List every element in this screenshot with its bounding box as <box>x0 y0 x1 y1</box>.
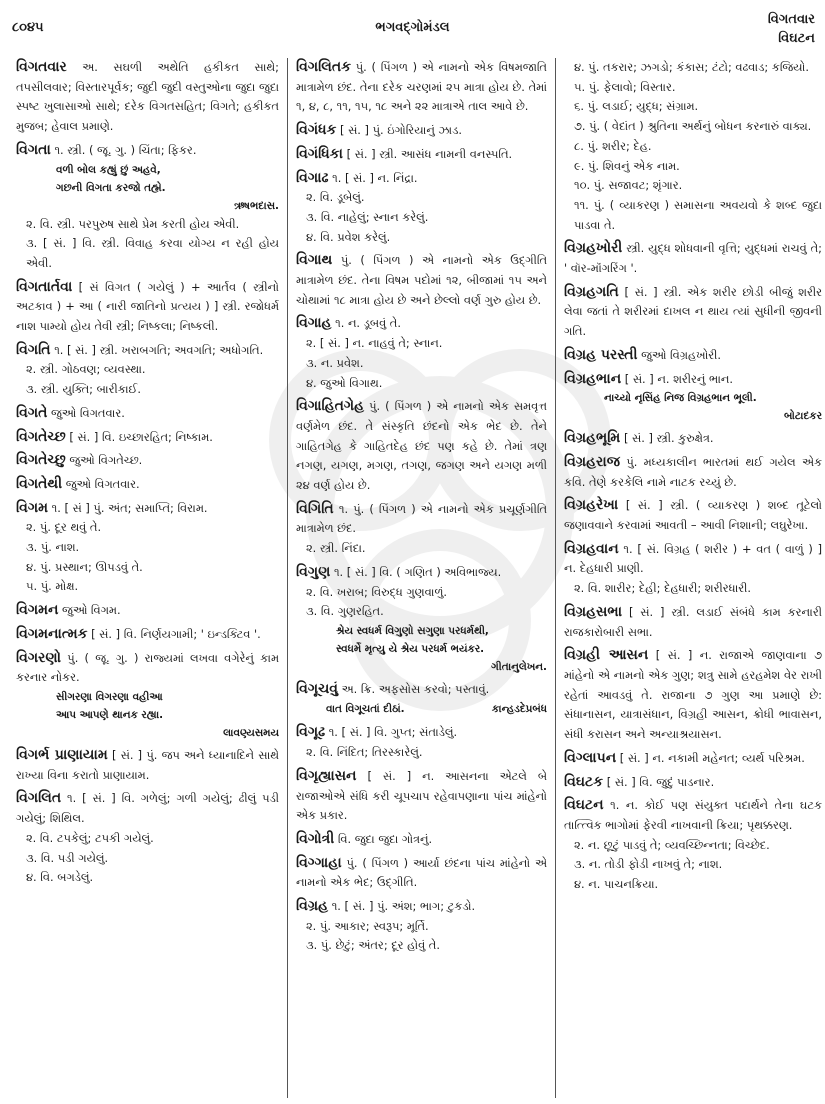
dictionary-entry <box>296 723 547 762</box>
sense-definition: ૫. પું. મોક્ષ. <box>26 579 79 594</box>
sense-definition: ૨. વિ. ટપકેલું; ટપકી ગયેલું. <box>26 830 154 845</box>
entry-head <box>16 625 279 645</box>
headword: વિગલિતક <box>296 59 352 75</box>
entry-head <box>16 451 279 471</box>
definition-text: પું. ( પિંગળ ) એ નામનો એક ઉદ્ગીતિ માત્રામેળ છંદ. તેના વિષમ પદોમાં ૧૨, બીજામાં ૧૫ અને ચોથામાં ૧૮ માત્રા હોય છે અને છેલ્લો વર્ણ ગુરુ હોય છે. <box>296 253 547 307</box>
guide-words <box>768 10 815 48</box>
sense-definition: ૨. સ્ત્રી. ગોઠવણ; વ્યવસ્થા. <box>26 362 146 377</box>
entry-head <box>16 649 279 688</box>
headword: વિગુણ <box>296 563 331 580</box>
dictionary-entry <box>296 897 547 956</box>
definition-text: [ સં. ] સ્ત્રી. લડાઈ સંબંધે કામ કરનારી રાજકારોબારી સભા. <box>564 604 822 639</box>
definition-text: પું. ( પિંગળ ) એ નામનો એક વિષમજાતિ માત્રામેળ છંદ. તેના દરેક ચરણમાં ૨૫ માત્રા હોય છે. તેમાં ૧, ૪, ૮, ૧૧, ૧૫, ૧૮ અને ૨૨ માત્રાએ તાલ આવે છે. <box>296 60 547 114</box>
definition-text: ૧. [ સં. ] વિ. ( ગણિત ) અવિભાજ્ય. <box>333 564 502 579</box>
headword: વિગતા <box>16 141 51 158</box>
entry-head <box>296 723 547 743</box>
sense-definition: ૩. સ્ત્રી. યુક્તિ; બારીકાઈ. <box>26 382 141 397</box>
headword: વિગતવાર <box>16 59 67 75</box>
headword: વિગ્રહી આસન <box>564 647 649 664</box>
dictionary-entry <box>564 496 822 535</box>
dictionary-entry <box>296 314 547 393</box>
sense-definition: ૩. ન. પ્રવેશ. <box>306 355 364 370</box>
sense-definition: ૨. પું. આકાર; સ્વરૂપ; મૂર્તિ. <box>306 918 429 933</box>
dictionary-entry <box>16 746 279 785</box>
headword: વિગંધક <box>296 122 337 139</box>
dictionary-entry <box>16 475 279 495</box>
definition-text: જુઓ વિગમ. <box>62 603 121 618</box>
entry-head <box>296 563 547 583</box>
dictionary-entry <box>564 646 822 745</box>
dictionary-entry <box>564 749 822 769</box>
headword: વિગ્રહગતિ <box>564 283 619 300</box>
definition-text: [ સં. ] સ્ત્રી. કુરુક્ષેત્ર. <box>623 431 714 446</box>
sense-definition: ૨. વિ. નિંદિત; તિરસ્કારેલું. <box>306 745 423 760</box>
definition-text: જુઓ વિગ્રહખોરી. <box>641 347 722 362</box>
dictionary-entry <box>16 789 279 888</box>
entry-head <box>564 239 822 278</box>
entry-head <box>564 796 822 835</box>
headword: વિગતેચ્છ <box>16 428 66 445</box>
dictionary-entry <box>16 601 279 621</box>
entry-head <box>564 603 822 642</box>
entry-head <box>564 749 822 769</box>
definition-text: ૧. ન. ડૂબવું તે. <box>335 316 401 331</box>
definition-text: [ સં. ] ન. આસનના એટલે બે રાજાઓએ સંધિ કરી ચૂપચાપ રહેવાપણાના પાંચ માંહેનો એક પ્રકાર. <box>296 768 548 823</box>
definition-text: [ સં. ] પું. જપ અને ધ્યાનાદિને સાથે રાખ્યા વિના કરાતો પ્રાણાયામ. <box>16 747 279 782</box>
headword: વિગાહિતગેહ <box>296 398 365 415</box>
guide-word-last: વિઘટન <box>778 31 815 46</box>
dictionary-entry <box>564 429 822 449</box>
definition-text: ૧. ન. કોઈ પણ સંયુક્ત પદાર્થને તેના ઘટક તાત્ત્વિક ભાગોમાં ફેરવી નાખવાની ક્રિયા; પૃથક્કરણ. <box>564 798 822 832</box>
headword: વિગ્લાપન <box>564 749 617 766</box>
dictionary-entry <box>564 370 822 426</box>
definition-text: પું. ( પિંગળ ) આર્યા છંદના પાંચ માંહેનો એ નામનો એક ભેદ; ઉદ્ગીતિ. <box>296 855 548 890</box>
sense-definition: ૨. ન. છૂટું પાડવું તે; વ્યવચ્છિન્નતા; વિચ્છેદ. <box>574 837 770 852</box>
definition-text: [ સં. ] પું. ઇંગોરિયાનું ઝાડ. <box>340 123 462 138</box>
quotation-line: ગછની વિગતા કરજો તહ્મે. <box>56 181 166 194</box>
definition-text: ૧. [ સં. ] સ્ત્રી. ખરાબગતિ; અવગતિ; અધોગતિ. <box>54 342 264 357</box>
sense-definition: ૭. પું. ( વેદાંત ) શ્રુતિના અર્થનું બોધન કરનારું વાક્ય. <box>574 119 812 134</box>
sense-definition: ૬. પું. લડાઈ; યુદ્ધ; સંગ્રામ. <box>574 99 699 114</box>
dictionary-entry <box>296 121 547 141</box>
definition-text: [ સં વિગત ( ગયેલું ) + આર્તવ ( સ્ત્રીનો અટકાવ ) + આ ( નારી જાતિનો પ્રત્યય ) ] સ્ત્રી. રજોધર્મ નાશ પામ્યો હોય તેવી સ્ત્રી; નિષ્કલા; નિષ્કલી. <box>16 279 279 334</box>
definition-text: [ સં. ] વિ. ઇચ્છારહિત; નિષ્કામ. <box>69 429 213 444</box>
entry-head <box>16 746 279 785</box>
entry-head <box>296 58 547 117</box>
headword: વિઘટક <box>564 773 604 790</box>
dictionary-entry <box>296 767 547 826</box>
entry-head <box>16 58 279 137</box>
headword: વિગૃહ્યાસન <box>296 767 357 784</box>
headword: વિગતિ <box>16 341 51 358</box>
headword: વિગતે <box>16 404 48 421</box>
entry-head <box>564 496 822 535</box>
definition-text: અ. ક્રિ. અફસોસ કરવો; પસ્તાવું. <box>341 681 490 696</box>
entry-head <box>16 475 279 495</box>
definition-text: ૧. [ સં. ] પું. અંશ; ભાગ; ટુકડો. <box>331 899 476 914</box>
sense-definition: ૩. વિ. નાહેલું; સ્નાન કરેલું. <box>306 209 429 224</box>
entry-head <box>16 499 279 519</box>
sense-definition: ૪. વિ. પ્રવેશ કરેલું. <box>306 229 391 244</box>
headword: વિગિતિ <box>296 500 334 517</box>
headword: વિગમન <box>16 602 59 619</box>
dictionary-entry <box>564 796 822 895</box>
sense-definition: ૪. પું. તકરાર; ઝગડો; કંકાસ; ટંટો; વઢવાડ; કજિયો. <box>574 60 809 74</box>
entry-head <box>16 141 279 161</box>
definition-text: પું. મધ્યકાલીન ભારતમાં થઈ ગયેલ એક કવિ. તેણે કરકેલિ નામે નાટક રચ્યું છે. <box>564 454 822 489</box>
definition-text: [ સં. ] સ્ત્રી. ( વ્યાકરણ ) શબ્દ તૂટેલો જણાવવાને કરવામાં આવતી – આવી નિશાની; લઘુરેખા. <box>564 498 822 533</box>
entry-head <box>296 897 547 917</box>
entry-head <box>564 346 822 366</box>
entry-head <box>296 854 547 893</box>
headword: વિગૂઢ <box>296 724 326 741</box>
sense-definition: ૨. વિ. શારીર; દેહી; દેહધારી; શરીરધારી. <box>574 581 751 596</box>
headword: વિગાથ <box>296 252 333 269</box>
dictionary-entry <box>296 680 547 719</box>
definition-text: ૧. [ સં ] પું. અંત; સમાપ્તિ; વિરામ. <box>51 500 208 515</box>
definition-text: ૧. [ સં. ] વિ. ગળેલું; ગળી ગયેલું; ઢીલું પડી ગયેલું; શિથિલ. <box>16 791 279 826</box>
sense-definition: ૨. વિ. ડૂબેલું. <box>306 190 365 205</box>
quotation-source: બોટાદકર <box>783 410 822 423</box>
sense-definition: ૧૧. પું. ( વ્યાકરણ ) સમાસના અવયવો કે શબ્દ જુદા પાડવા તે. <box>574 197 822 232</box>
headword: વિગર્ભ પ્રાણાયામ <box>16 746 108 763</box>
entry-head <box>296 397 547 496</box>
dictionary-entry <box>296 145 547 165</box>
entry-head <box>564 283 822 342</box>
definition-text: પું. ( પિંગળ ) એ નામનો એક સમવૃત્ત વર્ણમેળ છંદ. તે સંસ્કૃતિ છંદનો એક ભેદ છે. તેને ગાહિતગેહ કે ગાહિતદેહ છંદ પણ કહે છે. તેમાં ત્રણ નગણ, યગણ, મગણ, તગણ, જગણ અને યગણ મળી ૨૪ વર્ણ હોય છે. <box>296 399 547 493</box>
quotation-line: નાચ્યો નૃસિંહ નિજ વિગ્રહભાન ભૂલી. <box>604 392 757 405</box>
definition-text: ૧. [ સં. ] ન. નિંદ્રા. <box>332 170 418 185</box>
headword: વિગ્રહરેખા <box>564 497 619 514</box>
definition-text: વિ. જુદા જુદા ગોત્રનું. <box>337 831 433 846</box>
sense-definition: ૨. સ્ત્રી. નિંદા. <box>306 541 366 556</box>
definition-text: ૧. [ સં. વિગ્રહ ( શરીર ) + વત ( વાળું ) ] ન. દેહધારી પ્રાણી. <box>564 541 822 576</box>
entry-head <box>16 601 279 621</box>
dictionary-entry <box>16 58 279 137</box>
quotation-line: સ્વધર્મે મૃત્યુ યે શ્રેય પરધર્મ ભયંકર. <box>336 642 485 655</box>
quotation-line: શ્રેય સ્વધર્મ વિગુણો સગુણા પરધર્મથી, <box>336 624 489 637</box>
quotation-line: વળી બોલ કહ્યું છું અહવે, <box>56 163 161 176</box>
headword: વિગૂચવું <box>296 680 339 697</box>
sense-definition: ૨. [ સં. ] ન. નાહવું તે; સ્નાન. <box>306 336 443 351</box>
entry-head <box>16 404 279 424</box>
sense-definition: ૨. વિ. ખરાબ; વિરુદ્ધ ગુણવાળું. <box>306 584 447 599</box>
headword: વિગ્રહ પરસ્તી <box>564 346 638 363</box>
dictionary-entry <box>16 499 279 598</box>
sense-definition: ૩. ન. તોડી ફોડી નાખવું તે; નાશ. <box>574 857 723 872</box>
sense-definition: ૩. પું. નાશ. <box>26 540 80 555</box>
headword: વિગમનાત્મક <box>16 625 88 642</box>
definition-text: ૧. પું. ( પિંગળ ) એ નામનો એક પ્રચૂર્ણગીતિ માત્રામેળ છંદ. <box>296 501 548 536</box>
sense-definition: ૨. વિ. સ્ત્રી. પરપુરુષ સાથે પ્રેમ કરતી હોય એવી. <box>26 216 240 231</box>
entry-head <box>564 453 822 492</box>
headword: વિગલિત <box>16 790 62 807</box>
page-number: ૮૦૪૫ <box>12 20 44 35</box>
column-middle <box>288 58 556 1098</box>
entry-head <box>564 773 822 793</box>
entry-head <box>564 540 822 579</box>
dictionary-columns <box>16 58 822 1098</box>
definition-text: [ સં. ] ન. શરીરનું ભાન. <box>624 371 734 386</box>
definition-text: ૧. [ સં. ] વિ. ગુપ્ત; સંતાડેલું. <box>328 725 458 740</box>
headword: વિગતાર્તવા <box>16 278 73 295</box>
dictionary-entry <box>564 239 822 278</box>
sense-definition: ૩. વિ. ગુણરહિત. <box>306 604 384 619</box>
definition-text: ૧. સ્ત્રી. ( જૂ. ગુ. ) ચિંતા; ફિકર. <box>54 142 197 157</box>
headword: વિગ્રહવાન <box>564 540 619 557</box>
definition-text: [ સં. ] સ્ત્રી. એક શરીર છોડી બીજું શરીર લેવા જતાં તે શરીરમાં દાખલ ન થાય ત્યાં સુધીની જીવની ગતિ. <box>564 284 822 339</box>
definition-text: [ સં. ] સ્ત્રી. આસંધ નામની વનસ્પતિ. <box>346 146 513 161</box>
definition-text: [ સં. ] ન. નકામી મહેનત; વ્યર્થ પરિશ્રમ. <box>619 750 805 765</box>
sense-definition: ૪. પું. પ્રસ્થાન; ઊપડવું તે. <box>26 559 143 574</box>
headword: વિગ્રહસભા <box>564 603 623 620</box>
definition-text: [ સં. ] વિ. જુદું પાડનાર. <box>606 774 715 789</box>
quotation-line: વાત વિગૂચતાં દીઠાં. <box>326 702 405 715</box>
quotation-line: સીગરણા વિગરણા વહીઆ <box>56 690 163 703</box>
headword: વિઘટન <box>564 797 604 814</box>
dictionary-entry <box>16 404 279 424</box>
entry-head <box>296 169 547 189</box>
entry-head <box>16 428 279 448</box>
dictionary-entry <box>296 830 547 850</box>
quotation-source: ગીતાનુલેખન. <box>491 660 547 673</box>
entry-head <box>296 767 547 826</box>
dictionary-entry <box>16 141 279 274</box>
quotation-source: ઋષભદાસ. <box>234 199 279 212</box>
definition-text: અ. સઘળી અથેતિ હકીકત સાથે; તપસીલવાર; વિસ્તારપૂર્વક; જુદી જુદી વસ્તુઓના જુદા જુદા સ્પષ્ટ ખુલાસાઓ સાથે; દરેક વિગતસહિત; વિગતે; હકીકત મુજબ; હેવાલ પ્રમાણે. <box>16 60 279 134</box>
sense-definition: ૨. પું. દૂર થવું તે. <box>26 520 102 535</box>
entry-head <box>16 278 279 337</box>
entry-head <box>296 251 547 310</box>
headword: વિગમ <box>16 499 48 516</box>
dictionary-entry <box>296 563 547 676</box>
entry-head <box>296 121 547 141</box>
entry-head <box>564 370 822 390</box>
entry-head <box>296 680 547 700</box>
headword: વિગોત્રી <box>296 830 335 847</box>
entry-head <box>564 646 822 745</box>
dictionary-entry <box>16 341 279 400</box>
page-header <box>0 0 825 52</box>
sense-definition: ૪. ન. પાચનક્રિયા. <box>574 877 659 892</box>
definition-text: સ્ત્રી. યુદ્ધ શોધવાની વૃત્તિ; યુદ્ધમાં રાચવું તે; ' વૉર-મૉંગરિંગ '. <box>564 241 822 276</box>
dictionary-entry <box>296 500 547 559</box>
sense-definition: ૫. પું. ફેલાવો; વિસ્તાર. <box>574 79 676 94</box>
column-right <box>556 58 822 1098</box>
dictionary-entry <box>16 649 279 742</box>
quotation-source: લાવણ્યસમય <box>223 726 279 739</box>
dictionary-entry <box>296 58 547 117</box>
entry-head <box>296 314 547 334</box>
entry-head <box>16 341 279 361</box>
entry-head <box>296 830 547 850</box>
sense-definition: ૪. જુઓ વિગાથ. <box>306 375 383 390</box>
guide-word-first: વિગતવાર <box>767 12 815 27</box>
headword: વિગ્ગાહા <box>296 854 342 871</box>
dictionary-entry <box>564 540 822 599</box>
definition-text: પું. ( જૂ. ગુ. ) રાજ્યમાં લખવા વગેરેનું કામ કરનાર નોકર. <box>16 650 279 685</box>
definition-text: [ સં. ] વિ. નિર્ણયગામી; ' ઇન્ડક્ટિવ '. <box>91 626 261 641</box>
sense-definition: ૪. વિ. બગડેલું. <box>26 870 94 885</box>
sense-definition: ૩. વિ. પડી ગયેલું. <box>26 850 109 865</box>
quotation-source: કાન્હડદેપ્રબંધ <box>491 702 547 715</box>
dictionary-entry <box>564 603 822 642</box>
sense-definition: ૮. પું. શરીર; દેહ. <box>574 138 652 153</box>
dictionary-entry <box>16 278 279 337</box>
dictionary-entry <box>296 169 547 248</box>
headword: વિગાઢ <box>296 169 329 186</box>
headword: વિગરણો <box>16 649 62 666</box>
quotation-line: આપ આપણે થાનક રહ્યા. <box>56 708 164 721</box>
entry-head <box>16 789 279 828</box>
entry-head <box>296 500 547 539</box>
sense-definition: ૧૦. પું. સજાવટ; શૃંગાર. <box>574 178 683 193</box>
headword: વિગંધિકા <box>296 145 343 162</box>
entry-head <box>564 429 822 449</box>
definition-text: [ સં. ] ન. રાજાએ જાણવાના ૭ માંહેનો એ નામનો એક ગુણ; શત્રુ સામે હરહમેશ વેર રાખી રહેતાં આવડવું તે. રાજાના ૭ ગુણ આ પ્રમાણે છે: સંધાનાસન, યાત્રાસંધાન, વિગ્રહી આસન, ક્રોધી ભાવાસન, સંધી કરાસન અને અન્યાશ્રયાસન. <box>564 648 822 742</box>
book-title: ભગવદ્ગોમંડલ <box>375 20 450 35</box>
dictionary-entry <box>564 283 822 342</box>
dictionary-entry <box>296 251 547 310</box>
headword: વિગ્રહભાન <box>564 370 622 387</box>
definition-text: જુઓ વિગતવાર. <box>65 476 140 491</box>
headword: વિગાહ <box>296 315 332 332</box>
headword: વિગતેચ્છુ <box>16 452 66 469</box>
dictionary-entry <box>16 451 279 471</box>
dictionary-entry <box>564 346 822 366</box>
column-left <box>16 58 288 1098</box>
inline-quotation <box>296 700 547 720</box>
dictionary-entry <box>564 58 822 235</box>
dictionary-entry <box>296 397 547 496</box>
definition-text: જુઓ વિગતેચ્છ. <box>69 453 143 468</box>
headword: વિગ્રહખોરી <box>564 240 623 257</box>
dictionary-entry <box>16 428 279 448</box>
headword: વિગ્રહ <box>296 898 329 915</box>
headword: વિગ્રહભૂમિ <box>564 430 621 447</box>
sense-definition: ૩. પું. છેટું; અંતર; દૂર હોવું તે. <box>306 938 440 953</box>
dictionary-entry <box>16 625 279 645</box>
dictionary-entry <box>564 773 822 793</box>
sense-definition: ૯. પું. શિવનું એક નામ. <box>574 158 680 173</box>
entry-head <box>296 145 547 165</box>
dictionary-entry <box>564 453 822 492</box>
headword: વિગતેથી <box>16 475 63 492</box>
sense-definition: ૩. [ સં. ] વિ. સ્ત્રી. વિવાહ કરવા યોગ્ય ન રહી હોય એવી. <box>26 236 279 270</box>
headword: વિગ્રહરાજ <box>564 453 620 470</box>
definition-text: જુઓ વિગતવાર. <box>51 405 125 420</box>
dictionary-entry <box>296 854 547 893</box>
